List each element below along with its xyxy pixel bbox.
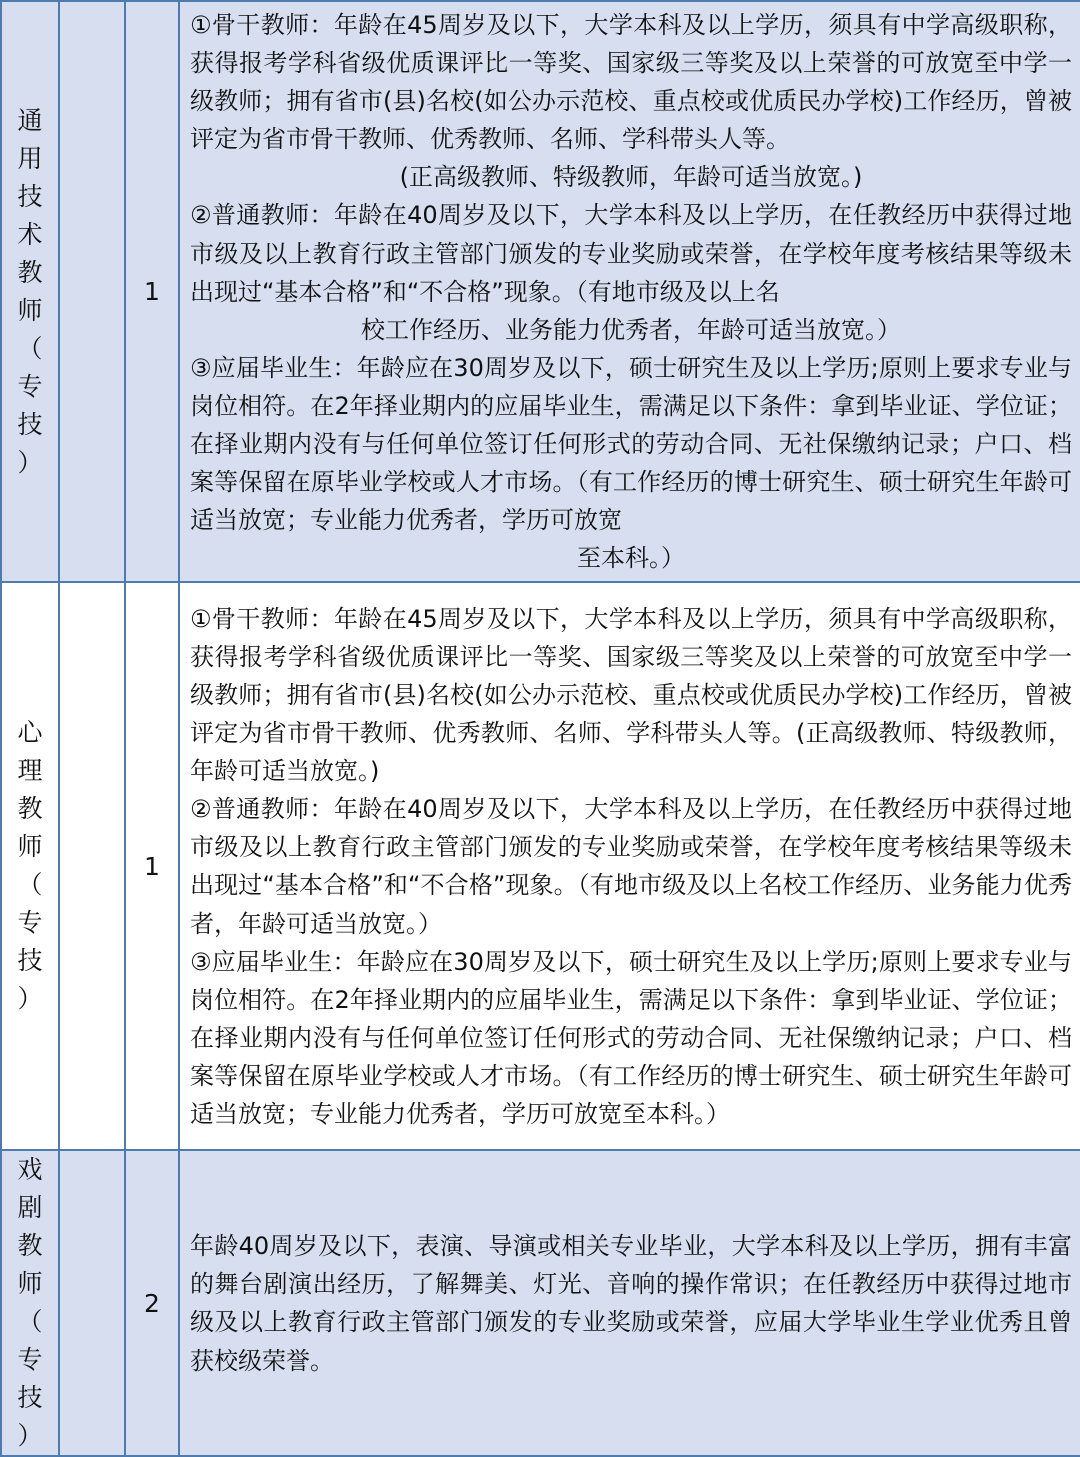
blank-cell [59,1,125,582]
requirement-regular: ②普通教师：年龄在40周岁及以下，大学本科及以上学历，在任教经历中获得过地市级及以上教育行政主管部门颁发的专业奖励或荣誉，在学校年度考核结果等级未出现过“基本合格”和“不合格”现象。（有地市级及以上名校工作经历、业务能力优秀者，年龄可适当放宽。） [190,795,1072,938]
count-cell: 1 [125,582,179,1150]
requirements-cell [179,1150,1080,1456]
position-cell: 通 用 技 术 教 师 （ 专 技 ） [1,1,59,582]
requirements-cell [179,1,1080,582]
table-row [1,1150,1080,1456]
count-cell: 1 [125,1,179,582]
requirement-regular-tail: 校工作经历、业务能力优秀者，年龄可适当放宽。） [361,315,901,344]
requirement-graduate: ③应届毕业生：年龄应在30周岁及以下，硕士研究生及以上学历;原则上要求专业与岗位相符。在2年择业期内的应届毕业生，需满足以下条件：拿到毕业证、学位证；在择业期内没有与任何单位签订任何形式的劳动合同、无社保缴纳记录；户口、档案等保留在原毕业学校或人才市场。（有工作经历的博士研究生、硕士研究生年龄可适当放宽；专业能力优秀者，学历可放宽至本科。） [190,947,1072,1128]
requirement-graduate-tail: 至本科。） [577,544,685,573]
blank-cell [59,582,125,1150]
requirements-cell [179,582,1080,1150]
requirement-backbone: ①骨干教师：年龄在45周岁及以下，大学本科及以上学历，须具有中学高级职称，获得报考学科省级优质课评比一等奖、国家级三等奖及以上荣誉的可放宽至中学一级教师；拥有省市(县)名校(如公办示范校、重点校或优质民办学校)工作经历，曾被评定为省市骨干教师、优秀教师、名师、学科带头人等。 [190,11,1072,154]
requirement-regular: ②普通教师：年龄在40周岁及以下，大学本科及以上学历，在任教经历中获得过地市级及以上教育行政主管部门颁发的专业奖励或荣誉，在学校年度考核结果等级未出现过“基本合格”和“不合格”现象。（有地市级及以上名 [190,201,1072,306]
requirement-backbone: ①骨干教师：年龄在45周岁及以下，大学本科及以上学历，须具有中学高级职称，获得报考学科省级优质课评比一等奖、国家级三等奖及以上荣誉的可放宽至中学一级教师；拥有省市(县)名校(如公办示范校、重点校或优质民办学校)工作经历，曾被评定为省市骨干教师、优秀教师、名师、学科带头人等。(正高级教师、特级教师，年龄可适当放宽。) [190,604,1072,786]
blank-cell [59,1150,125,1456]
requirement-backbone-note: (正高级教师、特级教师，年龄可适当放宽。) [399,163,863,192]
requirement-graduate: ③应届毕业生：年龄应在30周岁及以下，硕士研究生及以上学历;原则上要求专业与岗位相符。在2年择业期内的应届毕业生，需满足以下条件：拿到毕业证、学位证；在择业期内没有与任何单位签订任何形式的劳动合同、无社保缴纳记录；户口、档案等保留在原毕业学校或人才市场。（有工作经历的博士研究生、硕士研究生年龄可适当放宽；专业能力优秀者，学历可放宽 [190,353,1072,535]
position-cell: 戏 剧 教 师 （ 专 技 ） [1,1150,59,1456]
table-row [1,1,1080,582]
table-row [1,582,1080,1150]
requirement-drama: 年龄40周岁及以下，表演、导演或相关专业毕业，大学本科及以上学历，拥有丰富的舞台剧演出经历，了解舞美、灯光、音响的操作常识；在任教经历中获得过地市级及以上教育行政主管部门颁发的专业奖励或荣誉，应届大学毕业生学业优秀且曾获校级荣誉。 [190,1232,1072,1375]
count-cell: 2 [125,1150,179,1456]
position-cell: 心 理 教 师 （ 专 技 ） [1,582,59,1150]
